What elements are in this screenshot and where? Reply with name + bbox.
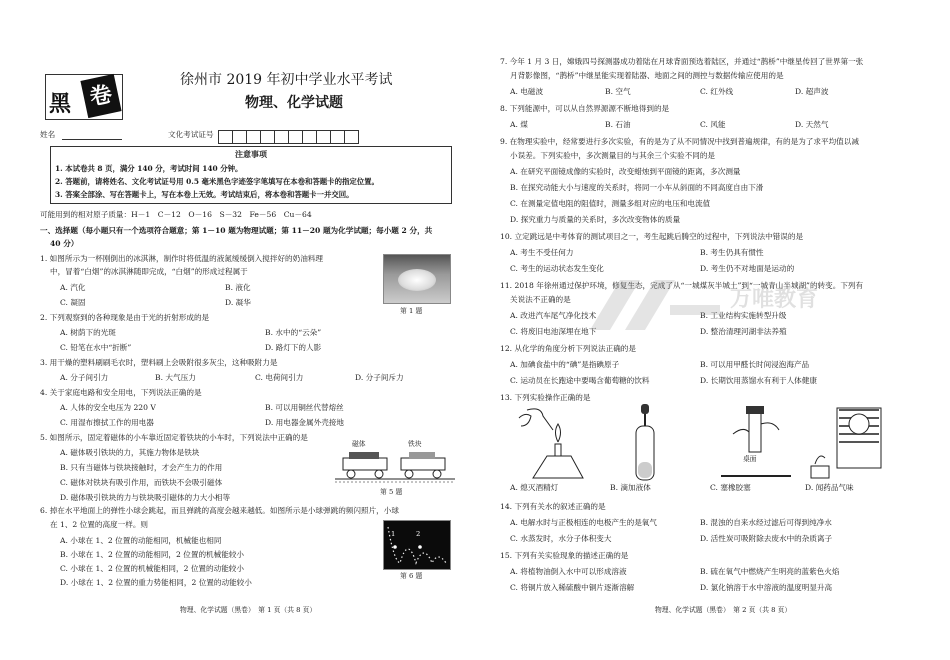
question-stem: 4. 关于家庭电路和安全用电，下列说法正确的是	[40, 388, 202, 397]
magnet-carts-figure	[335, 444, 455, 486]
question-stem: 15. 下列有关实验现象的描述正确的是	[500, 551, 629, 560]
option: A. 分子间引力	[60, 373, 109, 382]
option: B. 液化	[225, 283, 251, 292]
white-smoke-icon	[398, 269, 436, 291]
option: B. 滴加液体	[610, 483, 651, 492]
option: D. 路灯下的人影	[265, 343, 322, 352]
option: D. 分子间斥力	[355, 373, 404, 382]
name-line	[62, 139, 122, 140]
option: D. 氯化钠溶于水中溶液的温度明显升高	[700, 583, 833, 592]
option: D. 考生仍不对地面是运动的	[700, 264, 795, 273]
wanwei-watermark	[580, 270, 819, 340]
option: D. 磁体吸引铁块的力与铁块吸引磁体的力大小相等	[60, 493, 231, 502]
question-stem: 8. 下列能源中，可以从自然界源源不断地得到的是	[500, 104, 670, 113]
option: A. 改进汽车尾气净化技术	[510, 311, 597, 320]
iron-block	[409, 452, 435, 459]
option: D. 天然气	[795, 120, 829, 129]
face-outline-icon	[519, 414, 531, 426]
question-stem: 3. 用干燥的塑料刷刷毛衣时，塑料刷上会吸附很多灰尘，这种吸附力是	[40, 358, 278, 367]
table-surface-label: 桌面	[743, 455, 757, 463]
question-stem: 14. 下列有关水的叙述正确的是	[500, 502, 606, 511]
option: C. 用湿布擦拭工作的用电器	[60, 418, 154, 427]
option: B. 石油	[605, 120, 631, 129]
question-stem: 6. 掉在水平地面上的弹性小球会跳起，而且弹跳的高度会越来越低。如图所示是小球弹跳的频闪照片，小球	[40, 506, 399, 515]
option: A. 在研究平面镜成像的实验时，改变蜡烛到平面镜的距离，多次测量	[510, 167, 741, 176]
question-stem: 中，冒着“白烟”的冰淇淋随即完成，“白烟”的形成过程属于	[50, 267, 248, 276]
exam-title: 徐州市 2019 年初中学业水平考试	[180, 72, 393, 88]
option: C. 考生的运动状态发生变化	[510, 264, 604, 273]
notice-line: 2. 答题前，请将姓名、文化考试证号用 0.5 毫米黑色字迹签字笔填写在本卷和答题卡的指定位置。	[55, 177, 379, 186]
option: B. 大气压力	[155, 373, 196, 382]
question-stem: 7. 今年 1 月 3 日，嫦娥四号探测器成功着陆在月球背面预选着陆区，并通过“鹊桥”中继星传回了世界第一张	[500, 57, 864, 66]
option: B. 在探究动能大小与速度的关系时，将同一小车从斜面的不同高度自由下滑	[510, 183, 764, 192]
rubber-stopper-figure	[713, 404, 795, 482]
iron-label: 铁块	[408, 440, 422, 448]
option: B. 考生仍具有惯性	[700, 248, 764, 257]
option: A. 将植物油倒入水中可以形成溶液	[510, 567, 627, 576]
section-heading: 一、选择题（每小题只有一个选项符合题意；第 1－10 题为物理试题；第 11－20 题为化学试题；每小题 2 分，共	[40, 226, 433, 235]
question-stem: 关说法不正确的是	[510, 295, 571, 304]
magnet-block	[349, 452, 379, 459]
option: A. 煤	[510, 120, 528, 129]
option: B. 小球在 1、2 位置的动能相同，2 位置的机械能较小	[60, 550, 245, 559]
page-footer: 物理、化学试题（黑卷） 第 2 页（共 8 页）	[655, 606, 792, 614]
dropper-figure	[623, 404, 673, 482]
option: C. 将废旧电池深埋在地下	[510, 327, 597, 336]
option: C. 塞橡胶塞	[710, 483, 751, 492]
question-stem: 9. 在物理实验中，经常要进行多次实验，有的是为了从不同情况中找到普遍规律，有的是为了求平均值以减	[500, 137, 859, 146]
option: A. 人体的安全电压为 220 V	[60, 403, 156, 412]
watermark-text: 万唯教育	[730, 286, 819, 312]
option: C. 铅笔在水中“折断”	[60, 343, 132, 352]
option: C. 电荷间引力	[255, 373, 304, 382]
option: B. 可以用铜丝代替熔丝	[265, 403, 344, 412]
option: A. 磁体吸引铁块的力，其施力物体是铁块	[60, 448, 200, 457]
option: D. 活性炭可吸附除去废水中的杂质离子	[700, 534, 833, 543]
question-stem: 小误差。下列实验中，多次测量目的与其余三个实验不同的是	[510, 151, 716, 160]
question-stem: 5. 如图所示，固定着磁体的小车靠近固定着铁块的小车时，下列说法中正确的是	[40, 433, 308, 442]
option: C. 磁体对铁块有吸引作用，而铁块不会吸引磁体	[60, 478, 223, 487]
exam-subtitle: 物理、化学试题	[245, 95, 343, 111]
option: B. 只有当磁体与铁块接触时，才会产生力的作用	[60, 463, 223, 472]
option: C. 将铜片放入稀硫酸中铜片逐渐溶解	[510, 583, 635, 592]
option: B. 空气	[605, 87, 631, 96]
question-stem: 10. 立定跳远是中考体育的测试项目之一，考生起跳后腾空的过程中，下列说法中错误的是	[500, 232, 804, 241]
option: D. 凝华	[225, 298, 251, 307]
option: A. 熄灭酒精灯	[510, 483, 559, 492]
option: B. 可以用甲醛长时间浸泡海产品	[700, 360, 810, 369]
option: D. 用电器金属外壳接地	[265, 418, 344, 427]
extinguish-lamp-figure	[513, 404, 593, 482]
figure-caption: 第 6 题	[400, 572, 423, 580]
option: D. 整治清理河湖非法养殖	[700, 327, 787, 336]
question-stem: 2. 下列观察到的各种现象是由于光的折射形成的是	[40, 313, 210, 322]
option: A. 汽化	[60, 283, 86, 292]
question-stem: 月背影像图，“鹊桥”中继星能实现着陆器、地面之间的测控与数据传输应使用的是	[510, 71, 784, 80]
option: A. 加碘食盐中的“碘”是指碘原子	[510, 360, 620, 369]
option: D. 超声波	[795, 87, 829, 96]
question-stem: 在 1、2 位置的高度一样。则	[50, 520, 149, 529]
bouncing-ball-photo	[383, 520, 451, 570]
id-label: 文化考试证号	[168, 130, 214, 139]
option: A. 考生不受任何力	[510, 248, 574, 257]
heijuan-logo	[45, 74, 123, 120]
option: D. 闻药品气味	[805, 483, 854, 492]
figure-caption: 第 1 题	[400, 307, 423, 315]
notice-heading: 注意事项	[235, 149, 267, 159]
option: C. 在测量定值电阻的阻值时，测量多组对应的电压和电流值	[510, 199, 711, 208]
magnet-label: 磁体	[352, 440, 366, 448]
logo-char-1: 黑	[49, 91, 70, 117]
question-stem: 1. 如图所示为一杯刚倒出的冰淇淋，制作时将低温的液氮缓缓倒入搅拌好的奶油料理	[40, 254, 324, 263]
option: C. 风能	[700, 120, 726, 129]
option: C. 运动员在长跑途中要喝含葡萄糖的饮料	[510, 376, 650, 385]
atomic-mass: 可能用到的相对原子质量：H－1 C－12 O－16 S－32 Fe－56 Cu－64	[40, 210, 312, 219]
option: B. 工业结构实施转型升级	[700, 311, 787, 320]
option: C. 小球在 1、2 位置的机械能相同，2 位置的动能较小	[60, 564, 244, 573]
notice-line: 3. 答案全部涂、写在答题卡上，写在本卷上无效。考试结束后，将本卷和答题卡一并交回。	[55, 190, 354, 199]
logo-char-2: 卷	[80, 74, 121, 118]
name-label: 姓名	[40, 130, 56, 139]
option: A. 树荫下的光斑	[60, 328, 116, 337]
ice-cream-photo	[383, 254, 451, 304]
figure-caption: 第 5 题	[380, 488, 403, 496]
option: C. 凝固	[60, 298, 86, 307]
option: D. 小球在 1、2 位置的重力势能相同，2 位置的动能较小	[60, 578, 252, 587]
option: D. 长期饮用蒸馏水有利于人体健康	[700, 376, 817, 385]
option: B. 硫在氧气中燃烧产生明亮的蓝紫色火焰	[700, 567, 840, 576]
option: A. 电磁波	[510, 87, 544, 96]
section-heading-cont: 40 分）	[50, 239, 79, 248]
notice-line: 1. 本试卷共 8 页，满分 140 分，考试时间 140 分钟。	[55, 164, 243, 173]
option: D. 探究重力与质量的关系时，多次改变物体的质量	[510, 215, 681, 224]
pos-1-label: 1	[391, 530, 396, 538]
bounce-trail-icon	[384, 521, 450, 569]
pos-2-label: 2	[416, 530, 421, 538]
smell-chemical-figure	[805, 404, 895, 482]
option: B. 水中的“云朵”	[265, 328, 322, 337]
option: C. 水蒸发时，水分子体积变大	[510, 534, 612, 543]
option: A. 电解水时与正极相连的电极产生的是氧气	[510, 518, 657, 527]
option: A. 小球在 1、2 位置的动能相同，机械能也相同	[60, 536, 222, 545]
notice-box	[50, 146, 452, 204]
page-footer: 物理、化学试题（黑卷） 第 1 页（共 8 页）	[180, 606, 317, 614]
option: C. 红外线	[700, 87, 734, 96]
question-stem: 13. 下列实验操作正确的是	[500, 393, 591, 402]
option: B. 混浊的自来水经过滤后可得到纯净水	[700, 518, 832, 527]
question-stem: 12. 从化学的角度分析下列说法正确的是	[500, 344, 636, 353]
question-stem: 11. 2018 年徐州通过保护环境，修复生态，完成了从“一城煤灰半城土”到“一城青山半城湖”的转变。下列有	[500, 281, 864, 290]
